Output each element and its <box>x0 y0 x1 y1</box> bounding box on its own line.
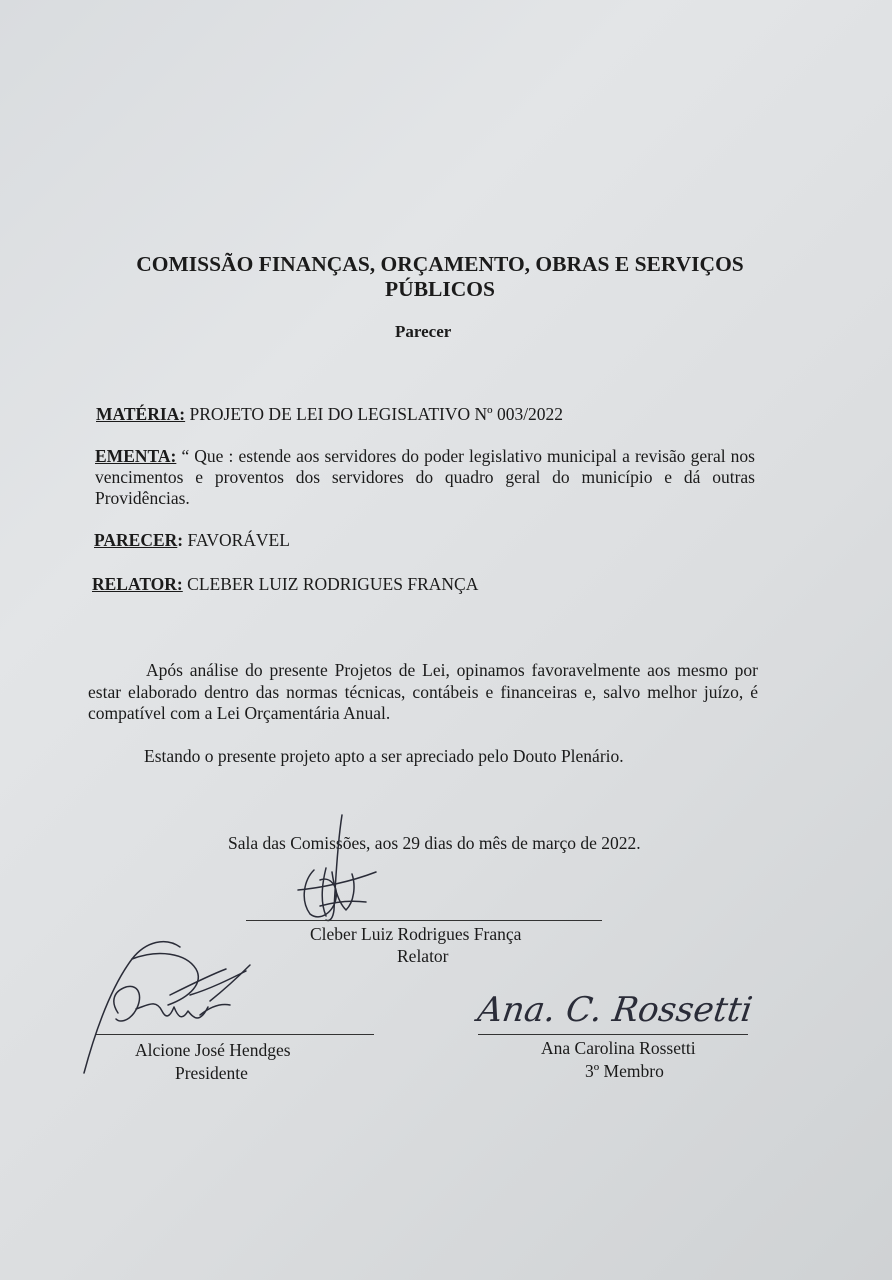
parecer-value: FAVORÁVEL <box>183 530 290 550</box>
presidente-signature-line <box>96 1034 374 1035</box>
relator-name: Cleber Luiz Rodrigues França <box>310 924 522 944</box>
relator-role: Relator <box>397 946 449 966</box>
presidente-role: Presidente <box>175 1063 248 1083</box>
relator-value: CLEBER LUIZ RODRIGUES FRANÇA <box>182 574 479 594</box>
membro-signature-line <box>478 1034 748 1035</box>
membro-role: 3º Membro <box>585 1061 664 1081</box>
ementa-value: “ Que : estende aos servidores do poder legislativo municipal a revisão geral nos vencimentos e proventos dos servidores do quadro geral do município e dá outras Providências. <box>95 446 755 508</box>
presidente-name: Alcione José Hendges <box>135 1040 291 1060</box>
ementa-field <box>95 446 755 509</box>
parecer-label: PARECER <box>94 530 178 550</box>
title-line-1: COMISSÃO FINANÇAS, ORÇAMENTO, OBRAS E SERVIÇOS <box>136 252 744 276</box>
document-subtitle: Parecer <box>395 322 452 341</box>
materia-label: MATÉRIA: <box>96 404 186 424</box>
relator-label: RELATOR: <box>92 574 183 594</box>
parecer-colon: : <box>177 530 184 550</box>
committee-title <box>70 252 810 302</box>
relator-signature <box>290 810 390 925</box>
relator-signature-line <box>246 920 602 921</box>
body-paragraph-1: Após análise do presente Projetos de Lei, opinamos favoravelmente aos mesmo por estar elaborado dentro das normas técnicas, contábeis e financeiras e, salvo melhor juízo, é compatível com a Lei Orçamentária Anual. <box>88 660 758 723</box>
body-paragraph-2: Estando o presente projeto apto a ser apreciado pelo Douto Plenário. <box>144 746 624 766</box>
ementa-label: EMENTA: <box>95 446 177 466</box>
relator-field <box>92 574 478 595</box>
title-line-2: PÚBLICOS <box>385 277 495 301</box>
materia-value: PROJETO DE LEI DO LEGISLATIVO Nº 003/2022 <box>185 404 564 424</box>
membro-signature: Ana. C. Rossetti <box>475 990 755 1030</box>
parecer-field <box>94 530 290 551</box>
materia-field <box>96 404 563 425</box>
place-date: Sala das Comissões, aos 29 dias do mês de março de 2022. <box>228 833 641 853</box>
membro-name: Ana Carolina Rossetti <box>541 1038 696 1058</box>
